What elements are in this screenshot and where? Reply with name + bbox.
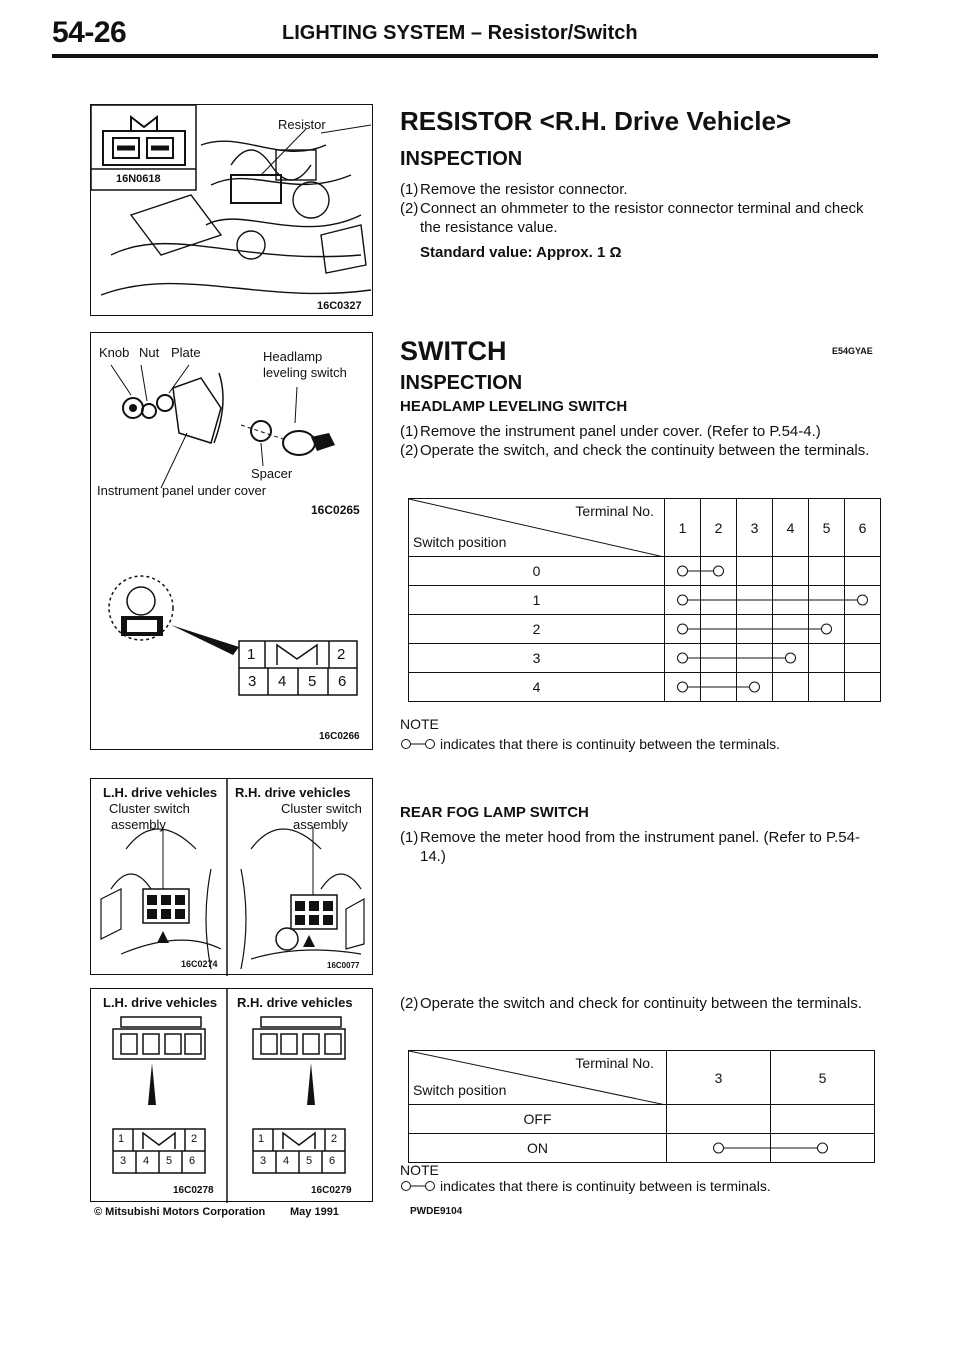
header-terminal-no: Terminal No.: [575, 1055, 654, 1071]
label-lh-cluster-switch: Cluster switch: [109, 801, 190, 816]
lh-pin-1: 1: [118, 1133, 125, 1145]
page-header-title: LIGHTING SYSTEM – Resistor/Switch: [282, 22, 638, 44]
rh-pin-5: 5: [306, 1155, 313, 1167]
standard-value: Standard value: Approx. 1 Ω: [420, 244, 622, 261]
header-rule: [52, 54, 878, 58]
continuity-terminal-marker: [678, 566, 688, 576]
rear-fog-note-title: NOTE: [400, 1162, 439, 1178]
terminal-5: 5: [809, 499, 845, 557]
label-rh-cluster-switch: Cluster switch: [281, 801, 362, 816]
label-lh-drive: L.H. drive vehicles: [103, 785, 218, 800]
resistor-step-2: (2) Connect an ohmmeter to the resistor connector terminal and check the resistance value.: [400, 200, 864, 236]
label-lh-drive: L.H. drive vehicles: [103, 995, 218, 1010]
continuity-terminal-marker: [786, 653, 796, 663]
headlamp-continuity-marks: [408, 498, 881, 708]
table-row: 4: [409, 673, 881, 702]
label-plate: Plate: [171, 345, 201, 360]
lh-pin-3: 3: [120, 1155, 127, 1167]
terminal-3: 3: [737, 499, 773, 557]
table-row: 1: [409, 586, 881, 615]
pin-3: 3: [248, 673, 257, 690]
lh-pin-6: 6: [189, 1155, 196, 1167]
figure-resistor-location: [90, 104, 373, 316]
lh-pin-5: 5: [166, 1155, 173, 1167]
terminal-6: 6: [845, 499, 881, 557]
rear-fog-continuity-marks: [408, 1050, 875, 1170]
resistor-steps: [400, 180, 878, 262]
figure-code-left: 16C0274: [181, 959, 218, 969]
pin-2: 2: [337, 646, 346, 663]
figure-code-left: 16C0278: [173, 1185, 214, 1196]
resistor-inspection-heading: INSPECTION: [400, 148, 523, 170]
headlamp-steps: [400, 422, 880, 460]
headlamp-step-2: (2) Operate the switch, and check the continuity between the terminals.: [400, 442, 870, 459]
label-headlamp: Headlamp: [263, 349, 323, 364]
rh-pin-4: 4: [283, 1155, 290, 1167]
terminal-1: 1: [665, 499, 701, 557]
label-rh-drive: R.H. drive vehicles: [235, 785, 351, 800]
resistor-title: RESISTOR <R.H. Drive Vehicle>: [400, 106, 792, 136]
pin-5: 5: [308, 673, 317, 690]
continuity-terminal-marker: [750, 682, 760, 692]
figure-code-right: 16C0279: [311, 1185, 352, 1196]
headlamp-leveling-heading: HEADLAMP LEVELING SWITCH: [400, 398, 628, 415]
continuity-terminal-marker: [714, 566, 724, 576]
label-knob: Knob: [99, 345, 130, 360]
label-rh-assembly: assembly: [293, 817, 348, 832]
figure-code: 16C0265: [311, 503, 360, 517]
connector-code: 16N0618: [116, 173, 161, 185]
continuity-terminal-marker: [714, 1143, 724, 1153]
rear-fog-step-1: (1) Remove the meter hood from the instrument panel. (Refer to P.54-14.): [400, 829, 860, 865]
pin-4: 4: [278, 673, 287, 690]
continuity-terminal-marker: [678, 595, 688, 605]
rh-pin-1: 1: [258, 1133, 265, 1145]
page-number: 54-26: [52, 16, 127, 49]
continuity-symbol-icon: [400, 1179, 436, 1193]
footer-doc-code: PWDE9104: [410, 1206, 463, 1217]
pin-6: 6: [338, 673, 347, 690]
header-switch-position: Switch position: [413, 1082, 507, 1098]
figure-code: 16C0327: [317, 300, 362, 312]
leveling-switch-illustration: [91, 333, 374, 751]
rh-pin-2: 2: [331, 1133, 338, 1145]
continuity-symbol-icon: [400, 737, 436, 751]
label-leveling-switch: leveling switch: [263, 365, 347, 380]
headlamp-note: indicates that there is continuity between the terminals.: [400, 736, 780, 752]
connector-illustration: [91, 989, 374, 1203]
table-row: 0: [409, 557, 881, 586]
header-terminal-no: Terminal No.: [575, 503, 654, 519]
resistor-step-1: (1) Remove the resistor connector.: [400, 181, 628, 198]
pin-1: 1: [247, 646, 256, 663]
continuity-terminal-marker: [818, 1143, 828, 1153]
rh-pin-3: 3: [260, 1155, 267, 1167]
continuity-terminal-marker: [678, 682, 688, 692]
terminal-4: 4: [773, 499, 809, 557]
header-switch-position: Switch position: [413, 534, 507, 550]
rear-fog-note: indicates that there is continuity between is terminals.: [400, 1178, 771, 1194]
table-row: 3: [409, 644, 881, 673]
table-row: 2: [409, 615, 881, 644]
continuity-terminal-marker: [678, 653, 688, 663]
figure-leveling-switch: [90, 332, 373, 750]
engine-bay-illustration: [91, 105, 374, 317]
label-instrument-panel-under-cover: Instrument panel under cover: [97, 483, 267, 498]
label-lh-assembly: assembly: [111, 817, 166, 832]
table-row: ON: [409, 1134, 875, 1163]
continuity-terminal-marker: [678, 624, 688, 634]
rh-pin-6: 6: [329, 1155, 336, 1167]
continuity-terminal-marker: [822, 624, 832, 634]
switch-inspection-heading: INSPECTION: [400, 372, 523, 394]
lh-pin-4: 4: [143, 1155, 150, 1167]
headlamp-note-title: NOTE: [400, 716, 439, 732]
footer-date: May 1991: [290, 1206, 339, 1218]
continuity-terminal-marker: [858, 595, 868, 605]
label-resistor: Resistor: [278, 117, 326, 132]
label-nut: Nut: [139, 345, 160, 360]
figure-code-2: 16C0266: [319, 731, 360, 742]
rear-fog-step-2: (2) Operate the switch and check for continuity between the terminals.: [400, 995, 862, 1012]
terminal-2: 2: [701, 499, 737, 557]
figure-cluster-switch-connectors: [90, 988, 373, 1202]
figure-cluster-switch-location: [90, 778, 373, 975]
headlamp-step-1: (1) Remove the instrument panel under cover. (Refer to P.54-4.): [400, 423, 821, 440]
terminal-5: 5: [771, 1051, 875, 1105]
lh-pin-2: 2: [191, 1133, 198, 1145]
switch-title: SWITCH: [400, 336, 507, 366]
label-rh-drive: R.H. drive vehicles: [237, 995, 353, 1010]
table-row: OFF: [409, 1105, 875, 1134]
rear-fog-heading: REAR FOG LAMP SWITCH: [400, 804, 589, 821]
label-spacer: Spacer: [251, 466, 293, 481]
switch-section-code: E54GYAE: [832, 346, 873, 356]
footer-copyright: © Mitsubishi Motors Corporation: [94, 1206, 266, 1218]
figure-code-right: 16C0077: [327, 961, 360, 970]
terminal-3: 3: [667, 1051, 771, 1105]
